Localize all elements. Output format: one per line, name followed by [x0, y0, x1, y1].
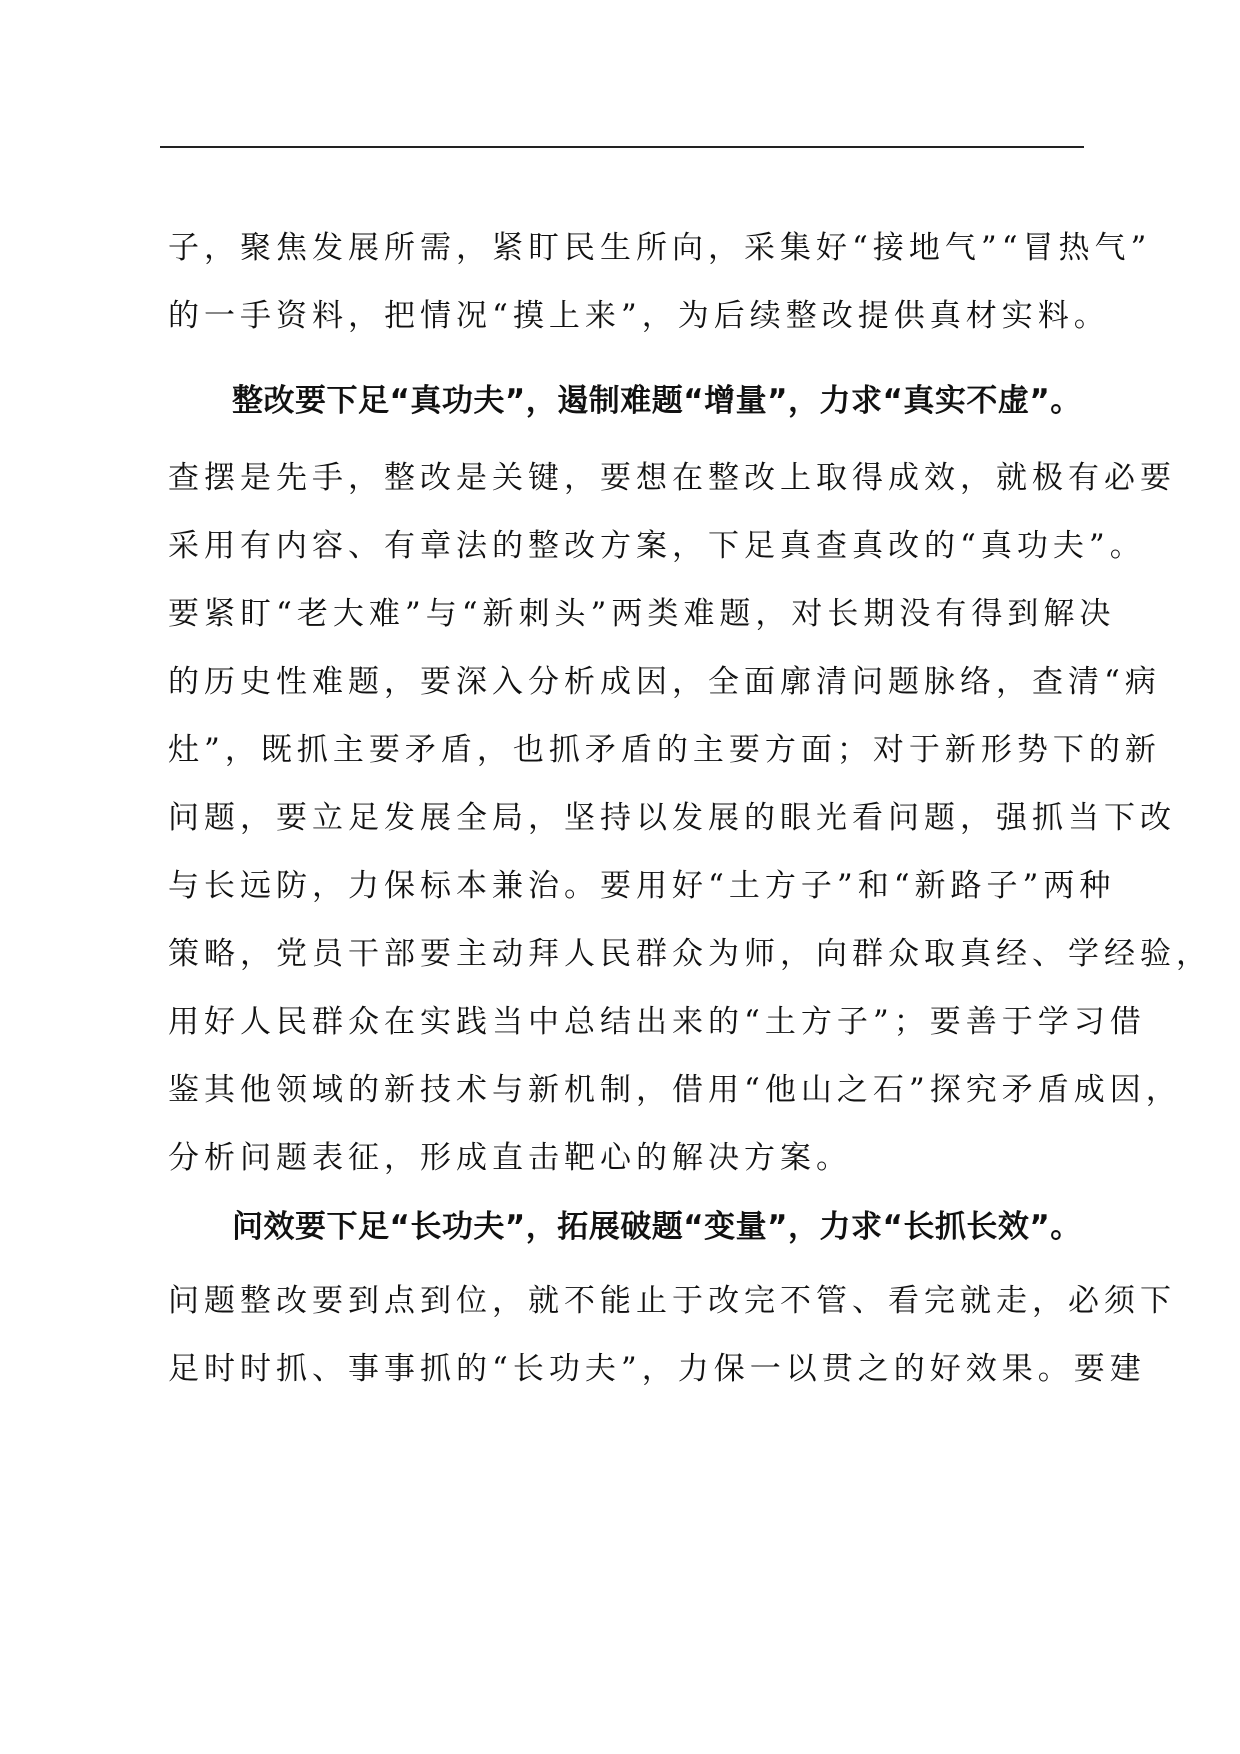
text-line: 与长远防，力保标本兼治。要用好“土方子”和“新路子”两种 — [168, 868, 1116, 904]
text-line: 鉴其他领域的新技术与新机制，借用“他山之石”探究矛盾成因， — [168, 1072, 1182, 1108]
text-line: 子，聚焦发展所需，紧盯民生所向，采集好“接地气”“冒热气” — [168, 230, 1152, 266]
section-heading: 问效要下足“长功夫”，拓展破题“变量”，力求“长抓长效”。 — [232, 1209, 1082, 1245]
text-line: 的一手资料，把情况“摸上来”，为后续整改提供真材实料。 — [168, 298, 1110, 334]
text-line: 查摆是先手，整改是关键，要想在整改上取得成效，就极有必要 — [168, 460, 1176, 496]
text-line: 问题，要立足发展全局，坚持以发展的眼光看问题，强抓当下改 — [168, 800, 1176, 836]
text-line: 分析问题表征，形成直击靶心的解决方案。 — [168, 1140, 852, 1176]
text-line: 灶”，既抓主要矛盾，也抓矛盾的主要方面；对于新形势下的新 — [168, 732, 1161, 768]
section-heading: 整改要下足“真功夫”，遏制难题“增量”，力求“真实不虚”。 — [232, 383, 1082, 419]
text-line: 的历史性难题，要深入分析成因，全面廓清问题脉络，查清“病 — [168, 664, 1161, 700]
text-line: 要紧盯“老大难”与“新刺头”两类难题，对长期没有得到解决 — [168, 596, 1116, 632]
header-rule — [160, 146, 1084, 148]
text-line: 策略，党员干部要主动拜人民群众为师，向群众取真经、学经验， — [168, 936, 1212, 972]
text-line: 用好人民群众在实践当中总结出来的“土方子”；要善于学习借 — [168, 1004, 1146, 1040]
text-line: 采用有内容、有章法的整改方案，下足真查真改的“真功夫”。 — [168, 528, 1146, 564]
text-line: 问题整改要到点到位，就不能止于改完不管、看完就走，必须下 — [168, 1283, 1176, 1319]
text-line: 足时时抓、事事抓的“长功夫”，力保一以贯之的好效果。要建 — [168, 1351, 1146, 1387]
